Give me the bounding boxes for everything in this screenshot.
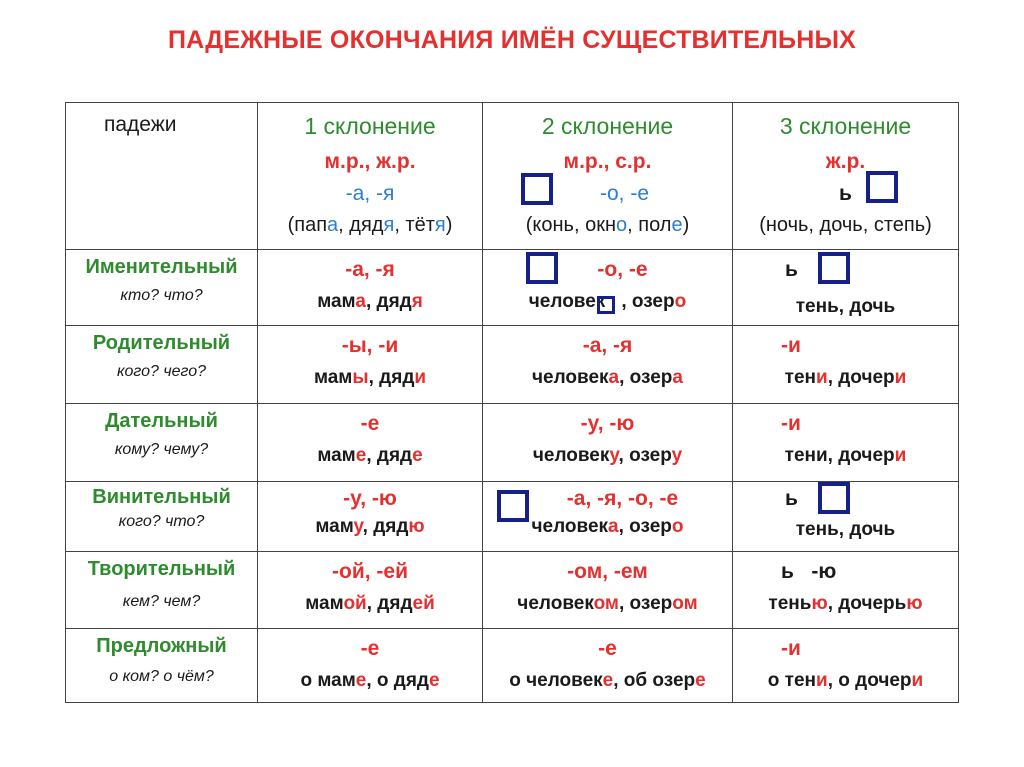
decl1-endings: -а, -я	[345, 182, 395, 205]
ending: -ой, -ей	[332, 560, 408, 583]
zero-ending-box	[597, 296, 615, 314]
zero-ending-box	[818, 252, 850, 284]
example: о человеке, об озере	[509, 670, 706, 691]
decl3-endings: ь	[839, 182, 852, 205]
ending: -а, -я	[582, 334, 633, 357]
example: человека, озеро	[531, 516, 684, 537]
case-cell	[66, 552, 258, 629]
ending: -у, -ю	[580, 412, 635, 435]
ending-cell	[483, 482, 733, 552]
case-name: Родительный	[92, 332, 231, 354]
table-row	[66, 552, 959, 629]
table-row	[66, 326, 959, 404]
zero-ending-box	[866, 171, 898, 203]
example: человеку, озеру	[532, 445, 683, 466]
ending-cell	[258, 326, 483, 404]
example: о тени, о дочери	[767, 670, 924, 691]
ending-cell	[733, 250, 959, 326]
ending-cell	[483, 326, 733, 404]
example: тенью, дочерью	[768, 593, 923, 614]
ending-cell	[258, 404, 483, 482]
page-title: ПАДЕЖНЫЕ ОКОНЧАНИЯ ИМЁН СУЩЕСТВИТЕЛЬНЫХ	[167, 26, 857, 54]
case-question: кого? что?	[118, 513, 205, 530]
ending: ь	[785, 258, 798, 281]
case-question: кем? чем?	[122, 593, 201, 610]
table-row	[66, 404, 959, 482]
ending-cell	[733, 482, 959, 552]
ending: -ы, -и	[341, 334, 399, 357]
header-decl2-cell	[483, 103, 733, 250]
table-row	[66, 629, 959, 703]
header-decl1-cell	[258, 103, 483, 250]
decl1-name: 1 склонение	[304, 113, 436, 139]
case-name: Предложный	[96, 635, 227, 657]
header-decl3-cell	[733, 103, 959, 250]
case-cell	[66, 326, 258, 404]
example: мамы, дяди	[313, 367, 427, 388]
ending: -е	[360, 412, 380, 435]
ending: -о, -е	[597, 258, 648, 281]
decl3-name: 3 склонение	[779, 113, 912, 139]
zero-ending-box	[526, 252, 558, 284]
case-name: Винительный	[92, 486, 231, 508]
zero-ending-box	[818, 482, 850, 514]
decl1-example: (папа, дядя, тётя)	[287, 214, 453, 236]
example: тени, дочери	[784, 367, 907, 388]
example: тень, дочь	[795, 519, 896, 540]
example: человек , озеро	[528, 291, 687, 312]
ending: -и	[781, 637, 801, 660]
example: человеком, озером	[517, 593, 698, 614]
decl2-gender: м.р., с.р.	[563, 150, 652, 173]
example: мама, дядя	[317, 291, 423, 312]
ending: -у, -ю	[343, 487, 397, 510]
ending-cell	[483, 404, 733, 482]
case-cell	[66, 482, 258, 552]
ending-cell	[733, 404, 959, 482]
ending: -а, -я, -о, -е	[566, 487, 679, 510]
ending: -и	[781, 334, 801, 357]
case-cell	[66, 250, 258, 326]
ending-cell	[733, 326, 959, 404]
ending: ь	[785, 487, 798, 510]
ending-cell	[483, 250, 733, 326]
table-row	[66, 482, 959, 552]
case-question: кого? чего?	[116, 363, 207, 380]
decl2-example: (конь, окно, поле)	[525, 214, 690, 236]
example: тени, дочери	[784, 445, 907, 466]
ending-cell	[258, 482, 483, 552]
zero-ending-box	[497, 490, 529, 522]
example: маме, дяде	[317, 445, 423, 466]
ending-cell	[258, 552, 483, 629]
cases-heading: падежи	[104, 113, 177, 136]
example: тень, дочь	[795, 296, 896, 317]
decl1-gender: м.р., ж.р.	[324, 150, 416, 173]
ending: -е	[360, 637, 380, 660]
declension-table	[65, 102, 959, 703]
table-row	[66, 250, 959, 326]
case-name: Творительный	[87, 558, 236, 580]
zero-ending-box	[521, 173, 553, 205]
example: мамой, дядей	[305, 593, 435, 614]
case-question: кому? чему?	[114, 441, 209, 458]
ending-cell	[483, 629, 733, 703]
decl2-name: 2 склонение	[541, 113, 674, 139]
ending-cell	[258, 250, 483, 326]
decl3-gender: ж.р.	[825, 150, 866, 173]
ending: -а, -я	[345, 258, 395, 281]
ending: -ом, -ем	[567, 560, 648, 583]
ending: -е	[598, 637, 617, 660]
ending: -и	[781, 412, 801, 435]
case-question: о ком? о чём?	[109, 668, 214, 685]
example: о маме, о дяде	[300, 670, 440, 691]
example: маму, дядю	[315, 516, 425, 537]
case-cell	[66, 404, 258, 482]
decl3-example: (ночь, дочь, степь)	[759, 214, 932, 236]
ending-cell	[483, 552, 733, 629]
ending-cell	[733, 552, 959, 629]
case-name: Именительный	[85, 256, 238, 278]
decl2-endings: -о, -е	[599, 182, 649, 205]
case-cell	[66, 629, 258, 703]
ending: ь -ю	[781, 560, 837, 583]
ending-cell	[733, 629, 959, 703]
example: человека, озера	[532, 367, 683, 388]
header-cases-cell	[66, 103, 258, 250]
case-question: кто? что?	[120, 287, 203, 304]
ending-cell	[258, 629, 483, 703]
case-name: Дательный	[105, 410, 218, 432]
header-row	[66, 103, 959, 250]
